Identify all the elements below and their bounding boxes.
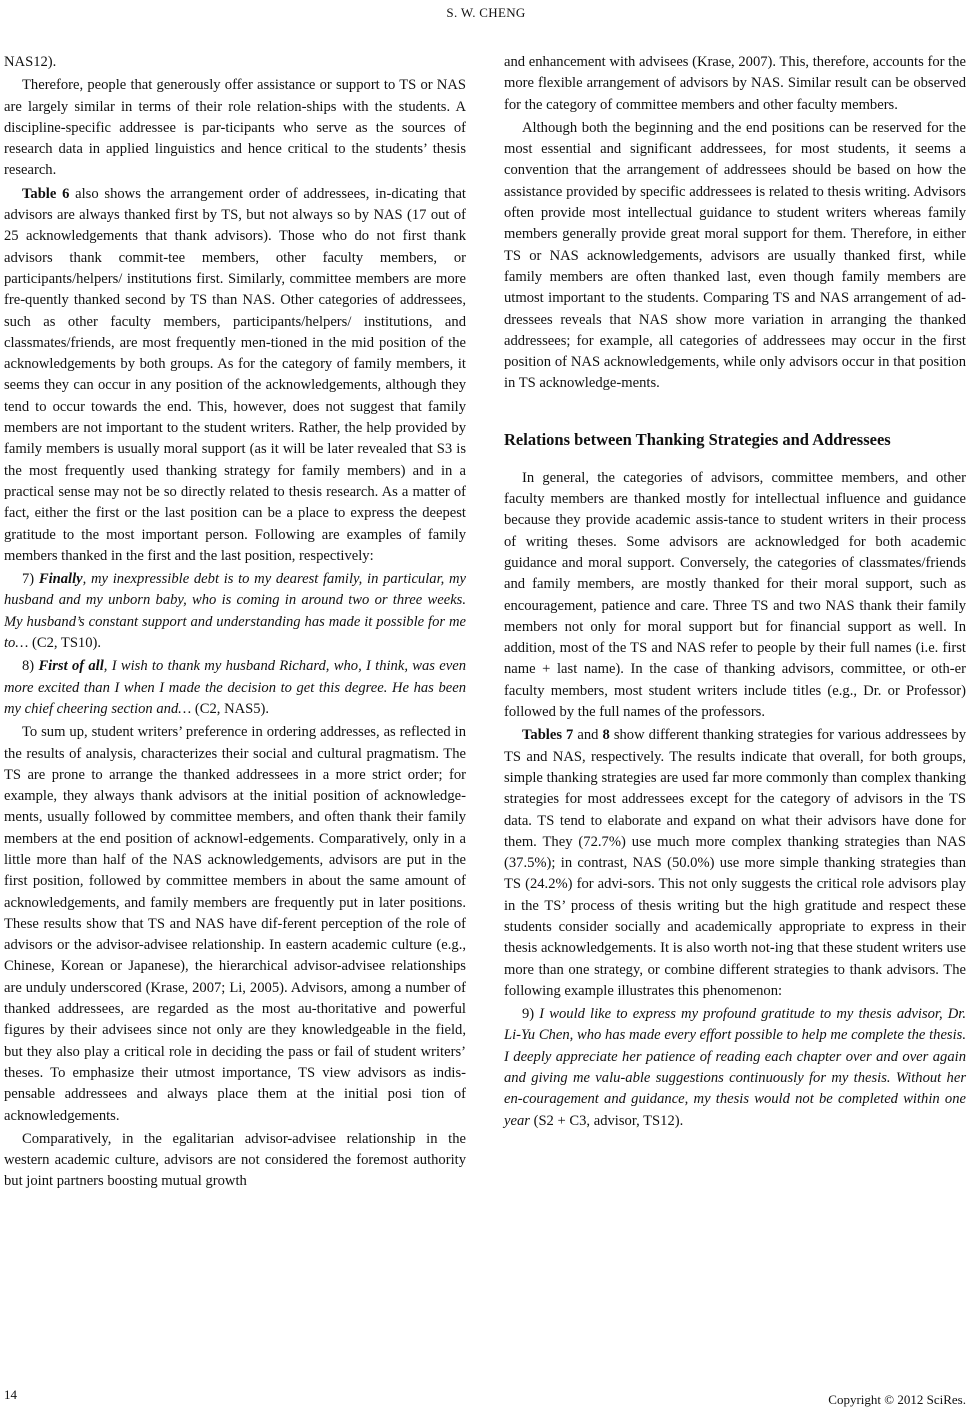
paragraph-tables-7-8: Tables 7 and 8 show different thanking strategies for various addressees by TS and NAS, respectively. The results indicate that overall, for both groups, simple thanking strategies are used far more commonly than complex thanking strategies for most addressees except for the category of advisors in the TS data. TS tend to elaborate and expand on what their advisors have done for them. They (72.7%) use much more complex thanking strategies than NAS (37.5%); in contrast, NAS (50.0%) use more simple thanking strategies than TS (24.2%) for advi-sors. This not only suggests the critical role advisors play in the TS’ process of thesis writing but the high gratitude and respect these students consider socially and academically appropriate to express in their thesis acknowledgements. It is also worth not-ing that these student writers use more than one strategy, or combine different strategies to thank advisors. The following example illustrates this phenomenon:: [504, 727, 966, 999]
example-7: 7) Finally, my inexpressible debt is to my dearest family, in particular, my husband and my unborn baby, who is coming in around two or three weeks. My husband’s constant support and understanding has made it possible for me to… (C2, TS10).: [4, 571, 466, 652]
page-number: 14: [4, 1387, 17, 1402]
paragraph-sum-up: To sum up, student writers’ preference in ordering addresses, as reflected in the results of analysis, characterizes their social and cultural pragmatism. The TS are prone to arrange the thanked addressees in a more strict order; for example, they always thank advisors at the initial position of acknowledge-ments, usually followed by committee members, and often thank their family members at the end position of acknowl-edgements. Comparatively, only in a little more than half of the NAS acknowledgements, advisors are put in the first position, followed by committee members in about the same amount of acknowledgements, and family members are frequently put in later positions. These results show that TS and NAS have dif-ferent perception of the role of advisors or the advisor-advisee relationship. In eastern academic culture (e.g., Chinese, Korean or Japanese), the hierarchical advisor-advisee relationships are unduly underscored (Krase, 2007; Li, 2005). Advisors, among a number of thanked addressees, are regarded as the most au-thoritative and powerful figures by their advisees since not only are they knowledgeable in the field, but they also play a critical role in deciding the pass or fail of student writers’ theses. To emphasize their utmost importance, TS view advisors as indis-pensable addressees and always place them at the initial posi tion of acknowledgements.: [4, 724, 466, 1124]
copyright-notice: Copyright © 2012 SciRes.: [828, 1392, 966, 1407]
running-head: S. W. CHENG: [446, 5, 526, 20]
paragraph-continuation-right: and enhancement with advisees (Krase, 2007). This, therefore, accounts for the more flexible arrangement of advisors by NAS. Similar result can be observed for the category of committee members and other faculty members.: [504, 54, 966, 113]
paragraph-comparatively: Comparatively, in the egalitarian advisor-advisee relationship in the western academic culture, advisors are not considered the foremost authority but joint partners boosting mutual growth: [4, 1130, 466, 1190]
paragraph-therefore: Therefore, people that generously offer assistance or support to TS or NAS are largely similar in terms of their role relation-ships with the students. A discipline-specific addressee is par-ticipants who serve as the sources of research data in applied linguistics and hence critical to the students’ thesis research.: [4, 77, 466, 179]
paragraph-in-general: In general, the categories of advisors, committee members, and other faculty members are thanked mostly for intellectual influence and guidance because they provide academic assis-tance to student writers in their process of writing theses. Some advisors are acknowledged for both academic guidance and moral support. Conversely, the categories of classmates/friends and family members, are mostly thanked for their moral support, such as encouragement, patience and care. Three TS and two NAS thank their family members not only for moral support but for financial support as well. In addition, most of the TS and NAS refer to people by their full names (i.e. first name + last name). In the case of thanking advisors, committee, or oth-er faculty members, most student writers include titles (e.g., Dr. or Professor) followed by the full names of the professors.: [504, 469, 966, 721]
right-column: [504, 52, 966, 1132]
table-reference: Table 6: [22, 185, 70, 202]
section-heading: Relations between Thanking Strategies and Addressees: [504, 429, 891, 449]
paragraph-although: Although both the beginning and the end positions can be reserved for the most essential and significant addressees, for most students, it seems a convention that the arrangement of addressees should be based on how the assistance provided by specific addressees is related to thesis writing. Advisors often provide most intellectual guidance to student writers whereas family members generally provide great moral support for them. Therefore, in either TS or NAS acknowledgements, advisors are usually thanked first, while family members are often thanked last, even though family members are utmost important to the students. Comparing TS and NAS arrangement of ad-dressees reveals that NAS show more variation in arranging the thanked addressees; for example, all categories of addressees may occur in the first position of NAS acknowledgements, while only advisors occur in that position in TS acknowledge-ments.: [504, 119, 966, 392]
left-column: [4, 52, 466, 1193]
example-9: 9) I would like to express my profound gratitude to my thesis advisor, Dr. Li-Yu Chen, who has made every effort possible to help me complete the thesis. I deeply appreciate her patience of reading each chapter over and over again and giving me valu-able suggestions continuously for my thesis. Without her en-couragement and guidance, my thesis would not be completed within one year (S2 + C3, advisor, TS12).: [504, 1006, 966, 1129]
paragraph-table6: Table 6 also shows the arrangement order of addressees, in-dicating that advisors are always thanked first by TS, but not always so by NAS (17 out of 25 acknowledgements that thank advisors). Those who do not first thank advisors thank commit-tee members, other faculty members, or participants/helpers/ institutions first. Similarly, committee members are more fre-quently thanked second by TS than NAS. Other categories of addressees, such as other faculty members, participants/helpers/ institutions, and classmates/friends, are most frequently men-tioned in the mid position of the acknowledgements by both groups. As for the category of family members, it seems they can occur in any position of the acknowledgements, although they tend to occur towards the end. This, however, does not suggest that family members are not important to the student writers. Rather, the help provided by family members is usually moral support (as it will be later revealed that S3 is the most frequently used thanking strategy for family members) and in a practical sense may not be so directly related to thesis research. As a matter of fact, either the first or the last position can be a place to express the deepest gratitude to the most important person. Following are examples of family members thanked in the first and the last position, respectively:: [4, 185, 466, 564]
paragraph-continuation: NAS12).: [4, 54, 57, 70]
example-8: 8) First of all, I wish to thank my husband Richard, who, I think, was even more excited than I when I made the decision to get this degree. He has been my chief cheering section and… (C2, NAS5).: [4, 658, 466, 717]
